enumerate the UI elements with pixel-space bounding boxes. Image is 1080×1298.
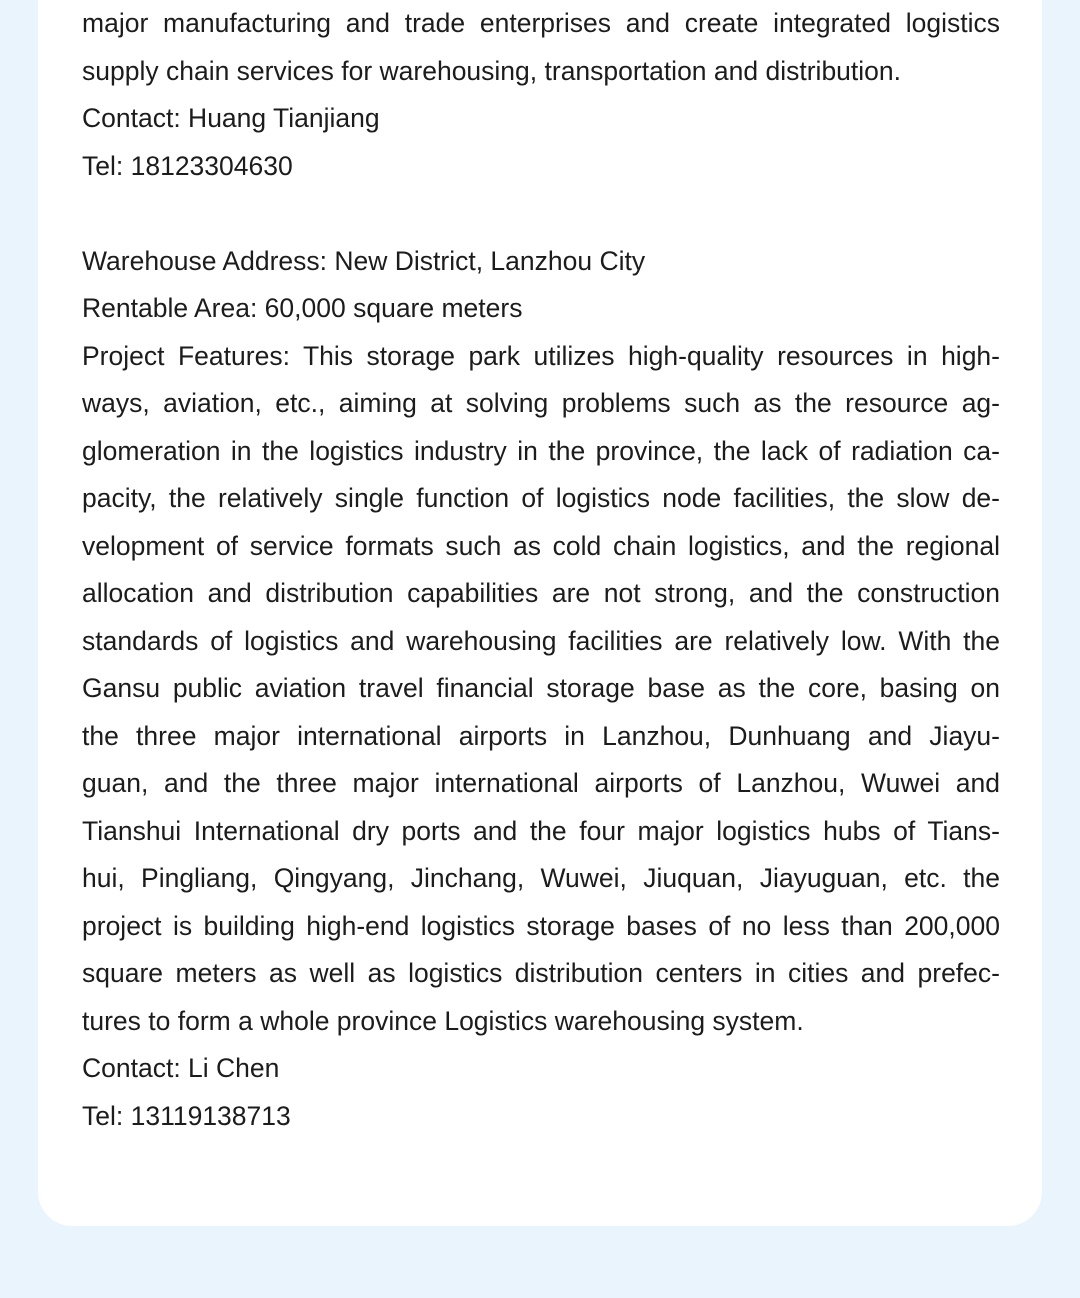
features-line: square meters as well as logistics distribution centers in cities and prefec- [82, 958, 1000, 988]
features-line: glomeration in the logistics industry in the province, the lack of radiation ca- [82, 435, 1000, 466]
features-line: hui, Pingliang, Qingyang, Jinchang, Wuwei, Jiuquan, Jiayuguan, etc. the [82, 863, 1000, 893]
features-line: allocation and distribution capabilities are not strong, and the construction [82, 578, 1000, 608]
features-line: standards of logistics and warehousing facilities are relatively low. With the [82, 625, 1000, 656]
features-line: guan, and the three major international airports of Lanzhou, Wuwei and [82, 768, 1000, 798]
contact-name: Contact: Li Chen [82, 1053, 280, 1083]
description-line: supply chain services for warehousing, transportation and distribution. [82, 55, 902, 86]
rentable-area: Rentable Area: 60,000 square meters [82, 293, 523, 323]
features-line: Gansu public aviation travel financial storage base as the core, basing on [82, 673, 1000, 703]
contact-tel: Tel: 18123304630 [82, 150, 293, 181]
features-line: pacity, the relatively single function of logistics node facilities, the slow de- [82, 483, 1000, 513]
features-line: Project Features: This storage park utilizes high-quality resources in high- [82, 340, 1000, 371]
features-line: ways, aviation, etc., aiming at solving problems such as the resource ag- [82, 388, 1000, 418]
features-line: the three major international airports in Lanzhou, Dunhuang and Jiayu- [82, 720, 1000, 751]
features-line: tures to form a whole province Logistics warehousing system. [82, 1005, 804, 1036]
features-line: project is building high-end logistics storage bases of no less than 200,000 [82, 910, 1000, 941]
warehouse-address: Warehouse Address: New District, Lanzhou City [82, 245, 646, 276]
contact-name: Contact: Huang Tianjiang [82, 103, 380, 133]
description-line: major manufacturing and trade enterprises and create integrated logistics [82, 8, 1000, 38]
features-line: velopment of service formats such as cold chain logistics, and the regional [82, 530, 1000, 561]
contact-tel: Tel: 13119138713 [82, 1100, 291, 1131]
paragraph-gap [82, 190, 1000, 238]
features-line: Tianshui International dry ports and the four major logistics hubs of Tians- [82, 815, 1000, 846]
article-body [82, 0, 1000, 1140]
